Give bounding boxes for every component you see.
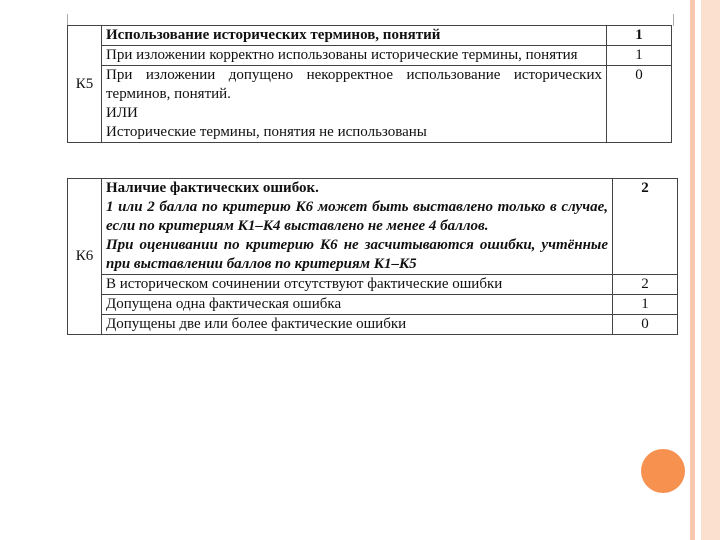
or-separator: ИЛИ [106, 105, 138, 121]
score-cell: 0 [613, 315, 678, 335]
criterion-description: В историческом сочинении отсутствуют фактические ошибки [102, 275, 613, 295]
score-cell: 2 [613, 275, 678, 295]
criterion-code: К6 [68, 179, 102, 335]
description-line: Исторические термины, понятия не использованы [106, 124, 427, 140]
decorative-stripe-inner [690, 0, 695, 540]
table-row [68, 46, 672, 66]
criterion-title: Наличие фактических ошибок. [106, 180, 319, 196]
score-cell: 1 [613, 295, 678, 315]
criterion-description: При изложении корректно использованы исторические термины, понятия [102, 46, 607, 66]
table-row [68, 179, 678, 275]
decorative-stripe-outer [701, 0, 720, 540]
table-row [68, 275, 678, 295]
decorative-circle [641, 449, 685, 493]
table-row [68, 66, 672, 143]
score-cell: 1 [607, 46, 672, 66]
criterion-description: Допущена одна фактическая ошибка [102, 295, 613, 315]
criterion-k5-table [67, 25, 672, 143]
criterion-description: Допущены две или более фактические ошибки [102, 315, 613, 335]
criterion-title: Использование исторических терминов, понятий [102, 26, 607, 46]
criterion-code: К5 [68, 26, 102, 143]
criterion-note: При оценивании по критерию К6 не засчитываются ошибки, учтённые при выставлении баллов по критериям К1–К5 [106, 237, 608, 272]
table-row [68, 295, 678, 315]
table-row [68, 26, 672, 46]
table-row [68, 315, 678, 335]
description-line: При изложении допущено некорректное использование исторических терминов, понятий. [106, 67, 602, 102]
score-cell: 0 [607, 66, 672, 143]
max-score: 1 [607, 26, 672, 46]
criterion-k6-table [67, 178, 678, 335]
criterion-description [102, 66, 607, 143]
criterion-header-cell [102, 179, 613, 275]
max-score: 2 [613, 179, 678, 275]
criterion-note: 1 или 2 балла по критерию К6 может быть выставлено только в случае, если по критериям К1–К4 выставлено не менее 4 баллов. [106, 199, 608, 234]
